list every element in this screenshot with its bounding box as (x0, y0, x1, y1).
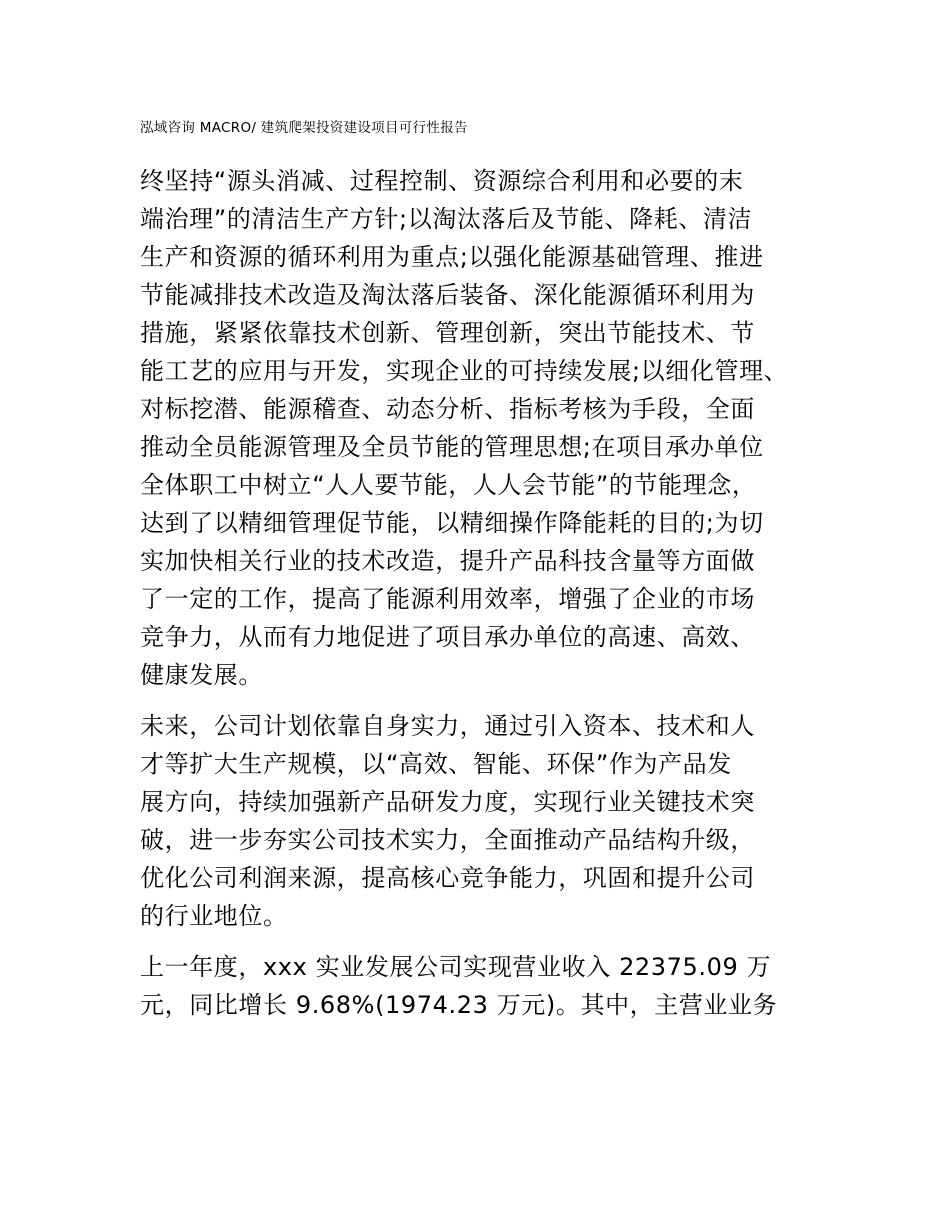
text-line: 节能减排技术改造及淘汰落后装备、深化能源循环利用为 (140, 281, 755, 309)
text-line: 才等扩大生产规模，以“高效、智能、环保”作为产品发 (140, 750, 732, 778)
text-line: 未来，公司计划依靠自身实力，通过引入资本、技术和人 (140, 712, 755, 740)
body-text (140, 162, 820, 1037)
text-line: 对标挖潜、能源稽查、动态分析、指标考核为手段，全面 (140, 395, 755, 423)
paragraph-revenue (140, 948, 820, 1024)
text-line: 生产和资源的循环利用为重点;以强化能源基础管理、推进 (140, 243, 764, 271)
text-line: 终坚持“源头消减、过程控制、资源综合利用和必要的末 (140, 167, 744, 195)
text-line: 健康发展。 (140, 661, 263, 689)
text-line: 的行业地位。 (140, 902, 288, 930)
text-line: 推动全员能源管理及全员节能的管理思想;在项目承办单位 (140, 433, 764, 461)
text-line: 了一定的工作，提高了能源利用效率，增强了企业的市场 (140, 585, 755, 613)
text-line: 实加快相关行业的技术改造，提升产品科技含量等方面做 (140, 547, 755, 575)
text-line: 展方向，持续加强新产品研发力度，实现行业关键技术突 (140, 788, 755, 816)
text-line: 端治理”的清洁生产方针;以淘汰落后及节能、降耗、清洁 (140, 205, 753, 233)
text-line: 能工艺的应用与开发，实现企业的可持续发展;以细化管理、 (140, 357, 789, 385)
running-header: 泓域咨询 MACRO/ 建筑爬架投资建设项目可行性报告 (140, 120, 468, 136)
text-line: 全体职工中树立“人人要节能，人人会节能”的节能理念， (140, 471, 757, 499)
text-line: 上一年度，xxx 实业发展公司实现营业收入 22375.09 万 (140, 953, 772, 981)
text-line: 破，进一步夯实公司技术实力，全面推动产品结构升级， (140, 826, 755, 854)
text-line: 竞争力，从而有力地促进了项目承办单位的高速、高效、 (140, 623, 755, 651)
text-line: 元，同比增长 9.68%(1974.23 万元)。其中，主营业业务 (140, 991, 778, 1019)
text-line: 优化公司利润来源，提高核心竞争能力，巩固和提升公司 (140, 864, 755, 892)
text-line: 达到了以精细管理促节能，以精细操作降能耗的目的;为切 (140, 509, 764, 537)
paragraph-energy-policy (140, 162, 820, 694)
paragraph-future-plan (140, 707, 820, 935)
text-line: 措施，紧紧依靠技术创新、管理创新，突出节能技术、节 (140, 319, 755, 347)
